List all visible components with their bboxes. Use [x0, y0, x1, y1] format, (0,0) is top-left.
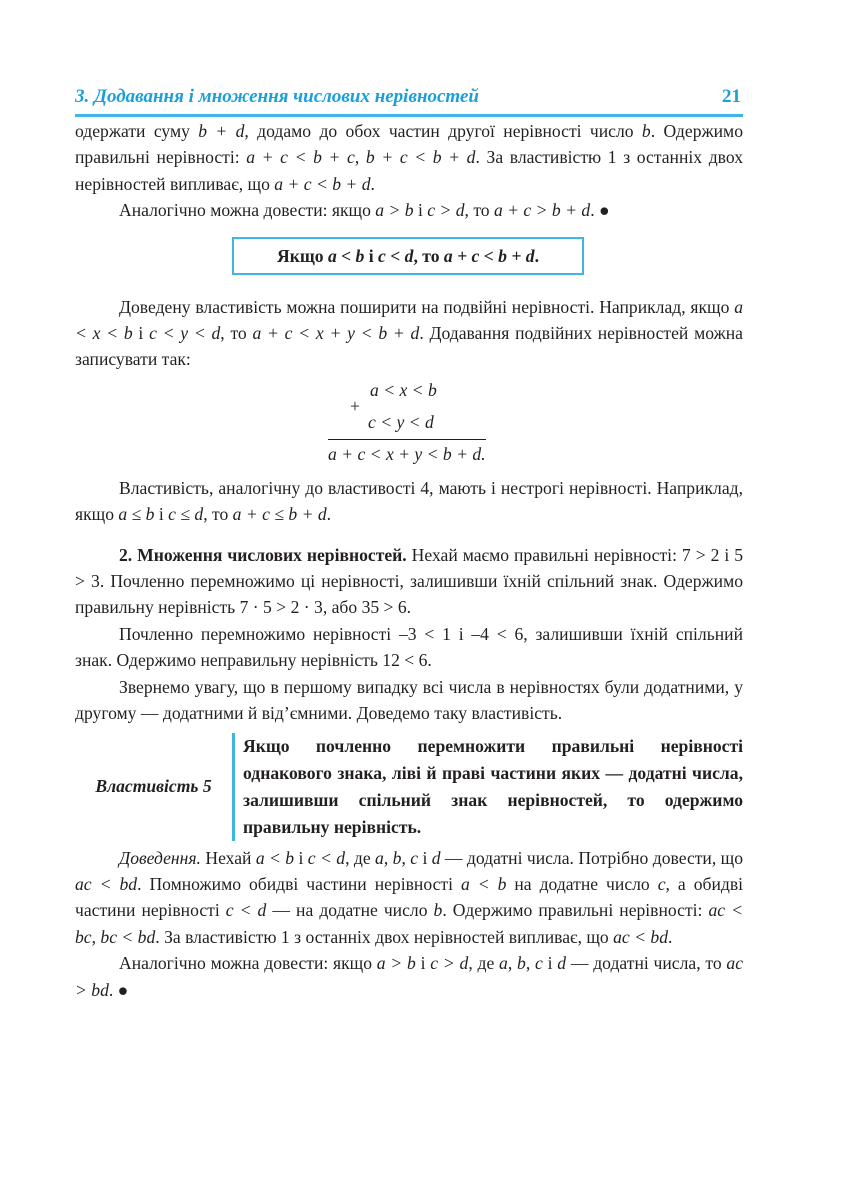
paragraph-8: Аналогічно можна довести: якщо a > b і c > d, де a, b, c і d — додатні числа, то ac > bd. ●	[75, 953, 744, 1000]
paragraph-2: Аналогічно можна довести: якщо a > b і c > d, то a + c > b + d. ●	[119, 200, 610, 221]
proof-paragraph: Доведення. Нехай a < b і c < d, де a, b, c і d — додатні числа. Потрібно довести, що ac < bd. Помножимо обидві частини нерівності a < b на додатне число c, а обидві частини нерівності c < d — на додатне число b. Одержимо правильні нерівності: ac < bc, bc < bd. За властивістю 1 з останніх двох нерівностей випливає, що ac < bd.	[75, 847, 744, 947]
addition-calculation	[75, 375, 743, 467]
page-number: 21	[722, 86, 741, 107]
calc-divider	[328, 439, 486, 440]
paragraph-6: Почленно перемножимо нерівності –3 < 1 і –4 < 6, залишивши їхній спільний знак. Одержимо неправильну нерівність 12 < 6.	[75, 623, 743, 671]
proof-lead: Доведення.	[119, 847, 201, 868]
section-heading: 2. Множення числових нерівностей.	[119, 544, 407, 565]
property-label: Властивість 5	[95, 776, 212, 797]
property-text: Якщо почленно перемножити правильні нерівності однакового знака, ліві й праві частини яких — додатні числа, залишивши спільний знак нерівностей, то одержимо правильну нерівність.	[232, 733, 743, 841]
theorem-box: Якщо a < b і c < d, то a + c < b + d.	[232, 237, 584, 275]
calc-plus-sign: +	[350, 395, 360, 416]
calc-line-1: a < x < b	[370, 379, 437, 400]
paragraph-5: 2. Множення числових нерівностей. Нехай маємо правильні нерівності: 7 > 2 і 5 > 3. Почленно перемножимо ці нерівності, залишивши їхній спільний знак. Одержимо правильну нерівність 7 · 5 > 2 · 3, або 35 > 6.	[75, 544, 743, 618]
property-block	[75, 733, 743, 841]
chapter-title: 3. Додавання і множення числових нерівностей	[75, 86, 479, 107]
calc-line-2: c < y < d	[368, 411, 434, 432]
page-content	[75, 118, 743, 1003]
paragraph-3: Доведену властивість можна поширити на подвійні нерівності. Наприклад, якщо a < x < b і c < y < d, то a + c < x + y < b + d. Додавання подвійних нерівностей можна записувати так:	[75, 296, 743, 370]
paragraph-4: Властивість, аналогічну до властивості 4, мають і нестрогі нерівності. Наприклад, якщо a ≤ b і c ≤ d, то a + c ≤ b + d.	[75, 477, 743, 525]
paragraph-7: Звернемо увагу, що в першому випадку всі числа в нерівностях були додатними, у другому — додатними й від’ємними. Доведемо таку властивість.	[75, 676, 743, 724]
paragraph-1: одержати суму b + d, додамо до обох частин другої нерівності число b. Одержимо правильні нерівності: a + c < b + c, b + c < b + d. За властивістю 1 з останніх двох нерівностей випливає, що a + c < b + d.	[75, 121, 743, 194]
calc-result: a + c < x + y < b + d.	[328, 443, 486, 464]
page-header	[75, 84, 743, 117]
